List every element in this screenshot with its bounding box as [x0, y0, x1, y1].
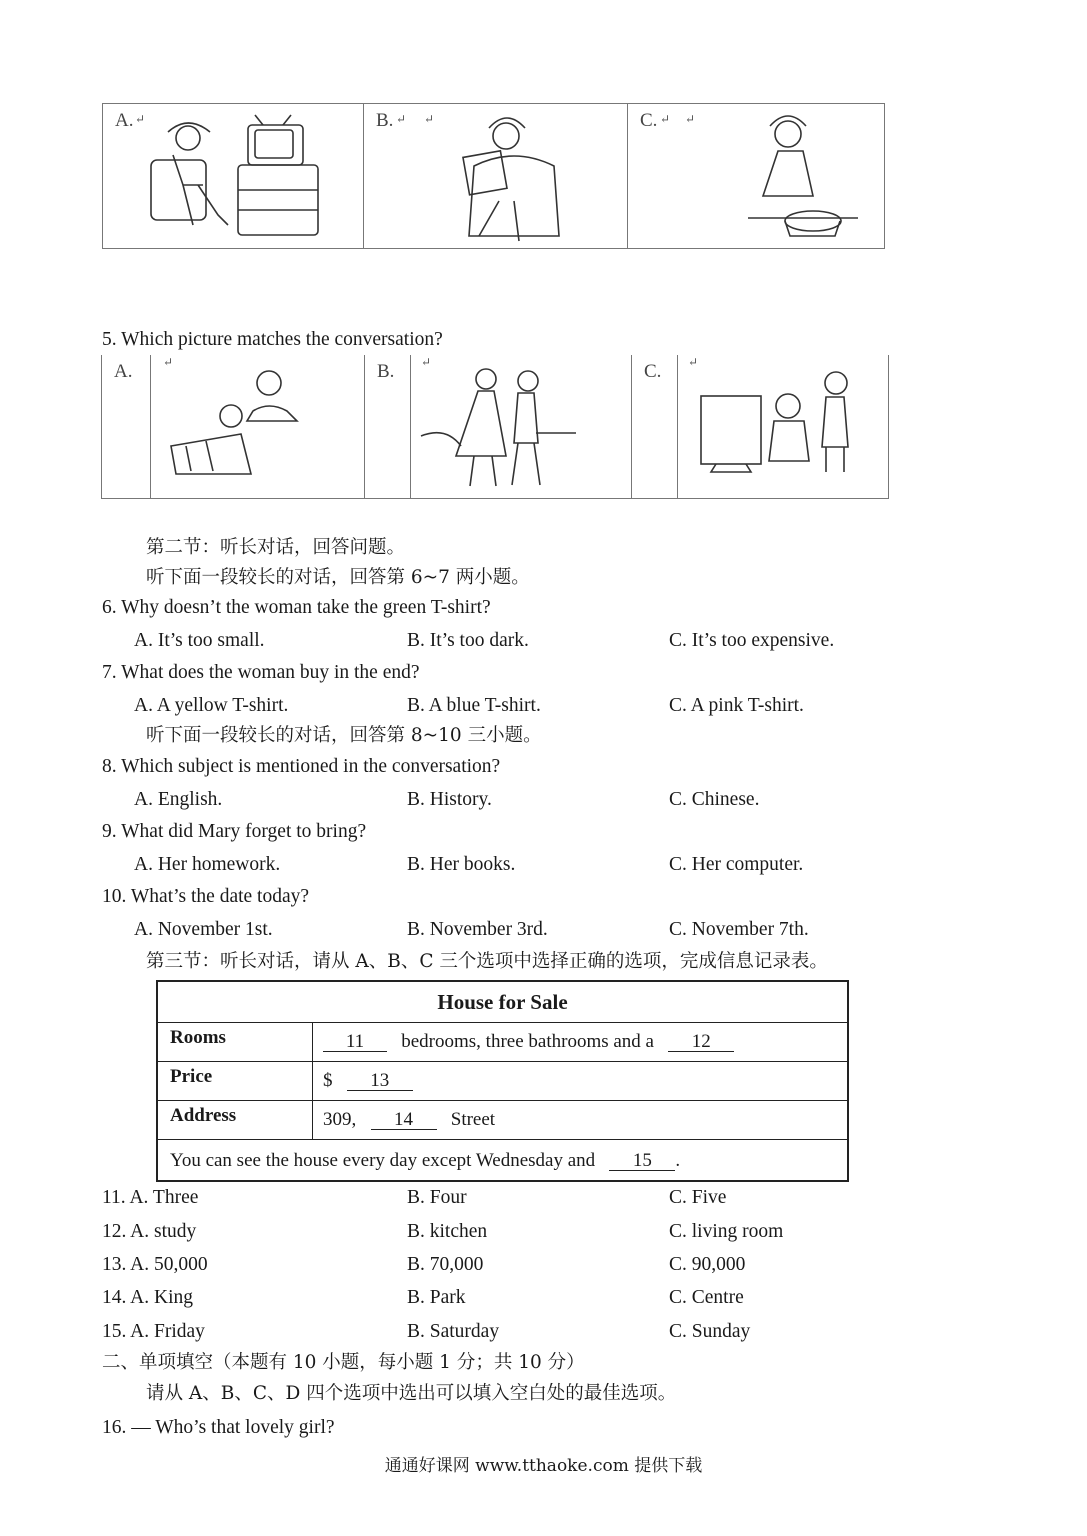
picture-options-table-1: [102, 103, 885, 249]
question-8: 8. Which subject is mentioned in the conversation?: [102, 756, 501, 777]
section-3-heading: 第三节：听长对话，请从 A、B、C 三个选项中选择正确的选项，完成信息记录表。: [146, 951, 828, 972]
q7-option-b: B. A blue T-shirt.: [407, 695, 541, 716]
q14-option-b: B. Park: [407, 1287, 466, 1308]
question-7: 7. What does the woman buy in the end?: [102, 662, 420, 683]
q7-option-a: A. A yellow T-shirt.: [134, 695, 289, 716]
boy-and-girl-newspaper-image: [161, 361, 351, 491]
picture-options-table-2: [101, 355, 889, 499]
q12-option-c: C. living room: [669, 1221, 784, 1242]
viewing-end: .: [675, 1150, 681, 1171]
q8-option-c: C. Chinese.: [669, 789, 760, 810]
viewing-row: [158, 1140, 847, 1180]
q13-option-b: B. 70,000: [407, 1254, 484, 1275]
house-for-sale-table: [156, 980, 849, 1182]
q14-option-a: 14. A. King: [102, 1287, 194, 1308]
q15-option-c: C. Sunday: [669, 1321, 751, 1342]
address-prefix: 309,: [323, 1109, 357, 1130]
option-b-cell: B. ↵ ↵: [364, 104, 628, 248]
price-prefix: $: [323, 1070, 333, 1091]
blank-11: 11: [323, 1033, 387, 1052]
option-b-label: B.: [376, 110, 394, 131]
q6-option-b: B. It’s too dark.: [407, 630, 529, 651]
boy-and-girl-computer-image: [696, 361, 876, 491]
part-2-instruction: 请从 A、B、C、D 四个选项中选出可以填入空白处的最佳选项。: [146, 1383, 677, 1404]
q12-option-a: 12. A. study: [102, 1221, 197, 1242]
q5-option-b-label-cell: [365, 355, 411, 498]
page-footer: 通通好课网 www.tthaoke.com 提供下载: [384, 1456, 703, 1476]
q5-option-a-label: A.: [114, 361, 133, 382]
boy-and-girl-walking-image: [416, 361, 581, 491]
option-a-label: A.: [115, 110, 134, 131]
girl-washing-clothes-image: [718, 106, 878, 246]
blank-15: 15: [609, 1152, 675, 1171]
q11-option-c: C. Five: [669, 1187, 727, 1208]
rooms-value: [313, 1023, 847, 1061]
q5-option-a-cell: ↵: [151, 355, 365, 498]
q5-option-b-label: B.: [377, 361, 395, 382]
q9-option-b: B. Her books.: [407, 854, 516, 875]
q10-option-b: B. November 3rd.: [407, 919, 548, 940]
question-16: 16. — Who’s that lovely girl?: [102, 1417, 335, 1438]
price-label: Price: [158, 1062, 313, 1100]
viewing-text: You can see the house every day except Wednesday and: [170, 1150, 596, 1171]
q9-option-c: C. Her computer.: [669, 854, 804, 875]
blank-14: 14: [371, 1111, 437, 1130]
q10-option-c: C. November 7th.: [669, 919, 809, 940]
q7-option-c: C. A pink T-shirt.: [669, 695, 804, 716]
q10-option-a: A. November 1st.: [134, 919, 273, 940]
q15-option-a: 15. A. Friday: [102, 1321, 205, 1342]
q5-option-c-label: C.: [644, 361, 662, 382]
option-a-cell: A. ↵: [103, 104, 364, 248]
q11-option-a: 11. A. Three: [102, 1187, 199, 1208]
q14-option-c: C. Centre: [669, 1287, 744, 1308]
q5-option-b-cell: ↵: [411, 355, 632, 498]
rooms-label: Rooms: [158, 1023, 313, 1061]
question-10: 10. What’s the date today?: [102, 886, 310, 907]
address-value: [313, 1101, 847, 1139]
blank-12: 12: [668, 1033, 734, 1052]
instruction-8-10: 听下面一段较长的对话，回答第 8~10 三小题。: [146, 725, 542, 746]
rooms-row: [158, 1023, 847, 1062]
table-title: House for Sale: [158, 982, 847, 1023]
q13-option-a: 13. A. 50,000: [102, 1254, 208, 1275]
q6-option-c: C. It’s too expensive.: [669, 630, 835, 651]
q6-option-a: A. It’s too small.: [134, 630, 265, 651]
price-row: [158, 1062, 847, 1101]
q12-option-b: B. kitchen: [407, 1221, 488, 1242]
address-label: Address: [158, 1101, 313, 1139]
option-c-cell: C. ↵ ↵: [628, 104, 884, 248]
girl-reading-book-image: [444, 106, 614, 248]
section-2-heading: 第二节：听长对话，回答问题。: [146, 537, 406, 558]
q15-option-b: B. Saturday: [407, 1321, 500, 1342]
price-value: [313, 1062, 847, 1100]
question-6: 6. Why doesn’t the woman take the green T-shirt?: [102, 597, 491, 618]
q9-option-a: A. Her homework.: [134, 854, 281, 875]
q8-option-a: A. English.: [134, 789, 223, 810]
address-suffix: Street: [450, 1109, 496, 1130]
blank-13: 13: [347, 1072, 413, 1091]
q5-option-a-label-cell: [102, 355, 151, 498]
q13-option-c: C. 90,000: [669, 1254, 746, 1275]
question-9: 9. What did Mary forget to bring?: [102, 821, 367, 842]
option-c-label: C.: [640, 110, 658, 131]
question-5: 5. Which picture matches the conversation?: [102, 329, 443, 350]
rooms-text: bedrooms, three bathrooms and a: [401, 1031, 654, 1052]
girl-watching-tv-image: [143, 110, 343, 246]
q8-option-b: B. History.: [407, 789, 492, 810]
q5-option-c-cell: ↵: [678, 355, 888, 498]
address-row: [158, 1101, 847, 1140]
q11-option-b: B. Four: [407, 1187, 467, 1208]
instruction-6-7: 听下面一段较长的对话，回答第 6~7 两小题。: [146, 567, 530, 588]
q5-option-c-label-cell: [632, 355, 678, 498]
part-2-heading: 二、单项填空（本题有 10 小题，每小题 1 分；共 10 分）: [102, 1352, 585, 1373]
